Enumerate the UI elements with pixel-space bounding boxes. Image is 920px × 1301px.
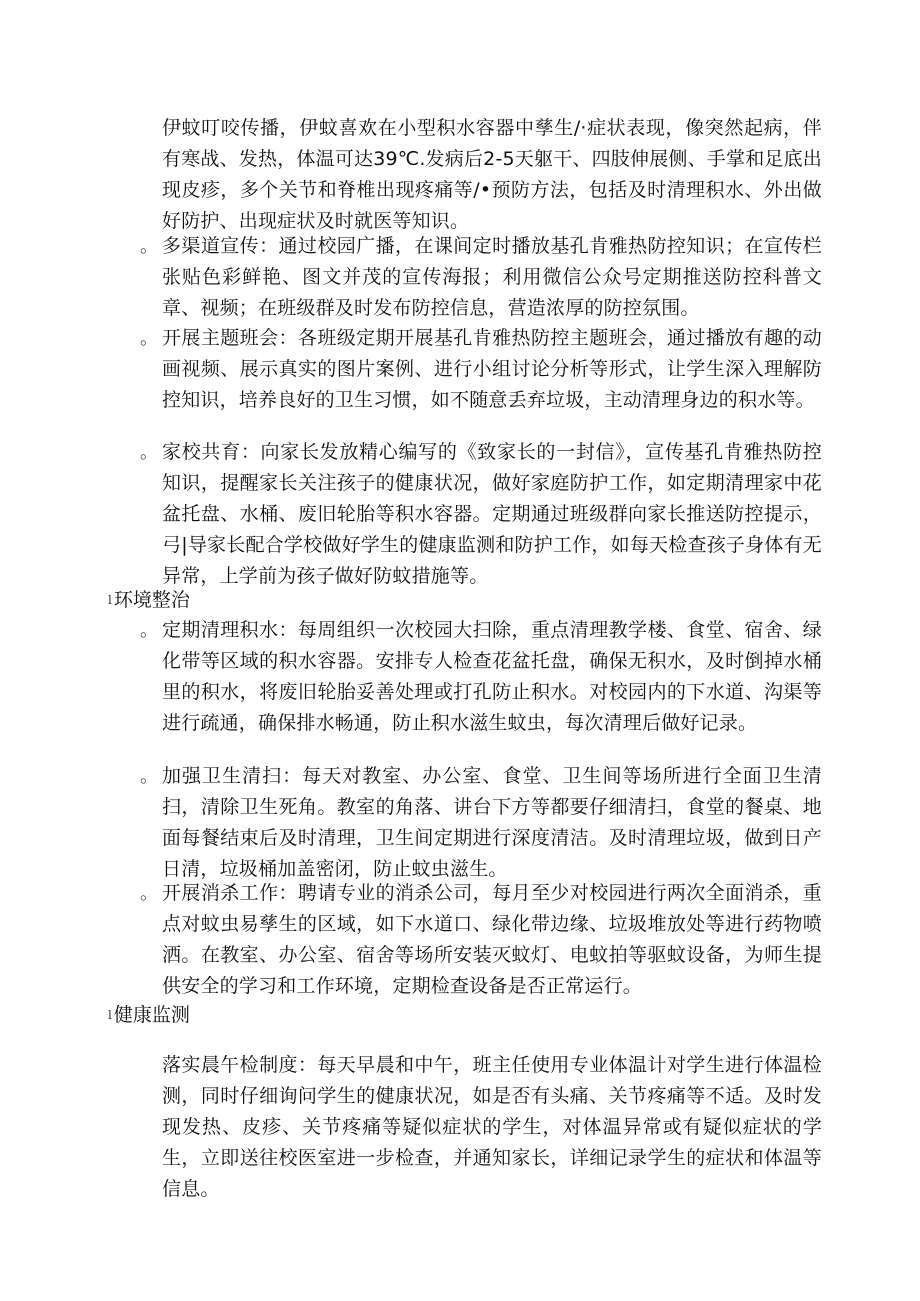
education-item-channels: 多渠道宣传：通过校园广播，在课间定时播放基孔肯雅热防控知识；在宣传栏张贴色彩鲜艳、图文并茂的宣传海报；利用微信公众号定期推送防控科普文章、视频；在班级群及时发布防控信息，营造浓厚的防控氛围。	[162, 235, 822, 319]
bullet-marker: 。	[140, 236, 158, 257]
bullet-marker: 。	[140, 328, 158, 349]
heading-marker: l	[108, 1008, 112, 1022]
bullet-marker: 。	[140, 442, 158, 463]
heading-marker: l	[108, 593, 112, 607]
environment-item-disinfection: 开展消杀工作：聘请专业的消杀公司，每月至少对校园进行两次全面消杀，重点对蚊虫易孳生的区域，如下水道口、绿化带边缘、垃圾堆放处等进行药物喷洒。在教室、办公室、宿舍等场所安装灭蚊灯、电蚊拍等驱蚊设备，为师生提供安全的学习和工作环境，定期检查设备是否正常运行。	[162, 882, 822, 997]
environment-item-water: 定期清理积水：每周组织一次校园大扫除，重点清理教学楼、食堂、宿舍、绿化带等区域的积水容器。安排专人检查花盆托盘，确保无积水，及时倒掉水桶里的积水，将废旧轮胎妥善处理或打孔防止积水。对校园内的下水道、沟渠等进行疏通，确保排水畅通，防止积水滋生蚊虫，每次清理后做好记录。	[162, 619, 822, 734]
education-item-home-school: 家校共育：向家长发放精心编写的《致家长的一封信》，宣传基孔肯雅热防控知识，提醒家长关注孩子的健康状况，做好家庭防护工作，如定期清理家中花盆托盘、水桶、废旧轮胎等积水容器。定期通过班级群向家长推送防控提示，弓|导家长配合学校做好学生的健康监测和防护工作，如每天检查孩子身体有无异常，上学前为孩子做好防蚊措施等。	[162, 441, 822, 587]
section-heading-environment	[108, 585, 190, 616]
bullet-marker: 。	[140, 620, 158, 641]
bullet-marker: 。	[140, 766, 158, 787]
environment-item-cleaning: 加强卫生清扫：每天对教室、办公室、食堂、卫生间等场所进行全面卫生清扫，清除卫生死角。教室的角落、讲台下方等都要仔细清扫，食堂的餐桌、地面每餐结束后及时清理，卫生间定期进行深度清洁。及时清理垃圾，做到日产日清，垃圾桶加盖密闭，防止蚊虫滋生。	[162, 765, 822, 880]
health-paragraph: 落实晨午检制度：每天早晨和中午，班主任使用专业体温计对学生进行体温检测，同时仔细询问学生的健康状况，如是否有头痛、关节疼痛等不适。及时发现发热、皮疹、关节疼痛等疑似症状的学生，对体温异常或有疑似症状的学生，立即送往校医室进一步检查，并通知家长，详细记录学生的症状和体温等信息。	[162, 1054, 822, 1200]
section-heading-health	[108, 1000, 190, 1031]
intro-paragraph: 伊蚊叮咬传播，伊蚊喜欢在小型积水容器中孳生/·症状表现，像突然起病，伴有寒战、发热，体温可达39℃.发病后2-5天躯干、四肢伸展侧、手掌和足底出现皮疹，多个关节和脊椎出现疼痛等/•预防方法，包括及时清理积水、外出做好防护、出现症状及时就医等知识。	[162, 117, 822, 232]
education-item-class-meeting: 开展主题班会：各班级定期开展基孔肯雅热防控主题班会，通过播放有趣的动画视频、展示真实的图片案例、进行小组讨论分析等形式，让学生深入理解防控知识，培养良好的卫生习惯，如不随意丢弃垃圾，主动清理身边的积水等。	[162, 327, 822, 411]
section-title: 环境整治	[113, 589, 190, 611]
section-title: 健康监测	[113, 1004, 190, 1026]
bullet-marker: 。	[140, 883, 158, 904]
